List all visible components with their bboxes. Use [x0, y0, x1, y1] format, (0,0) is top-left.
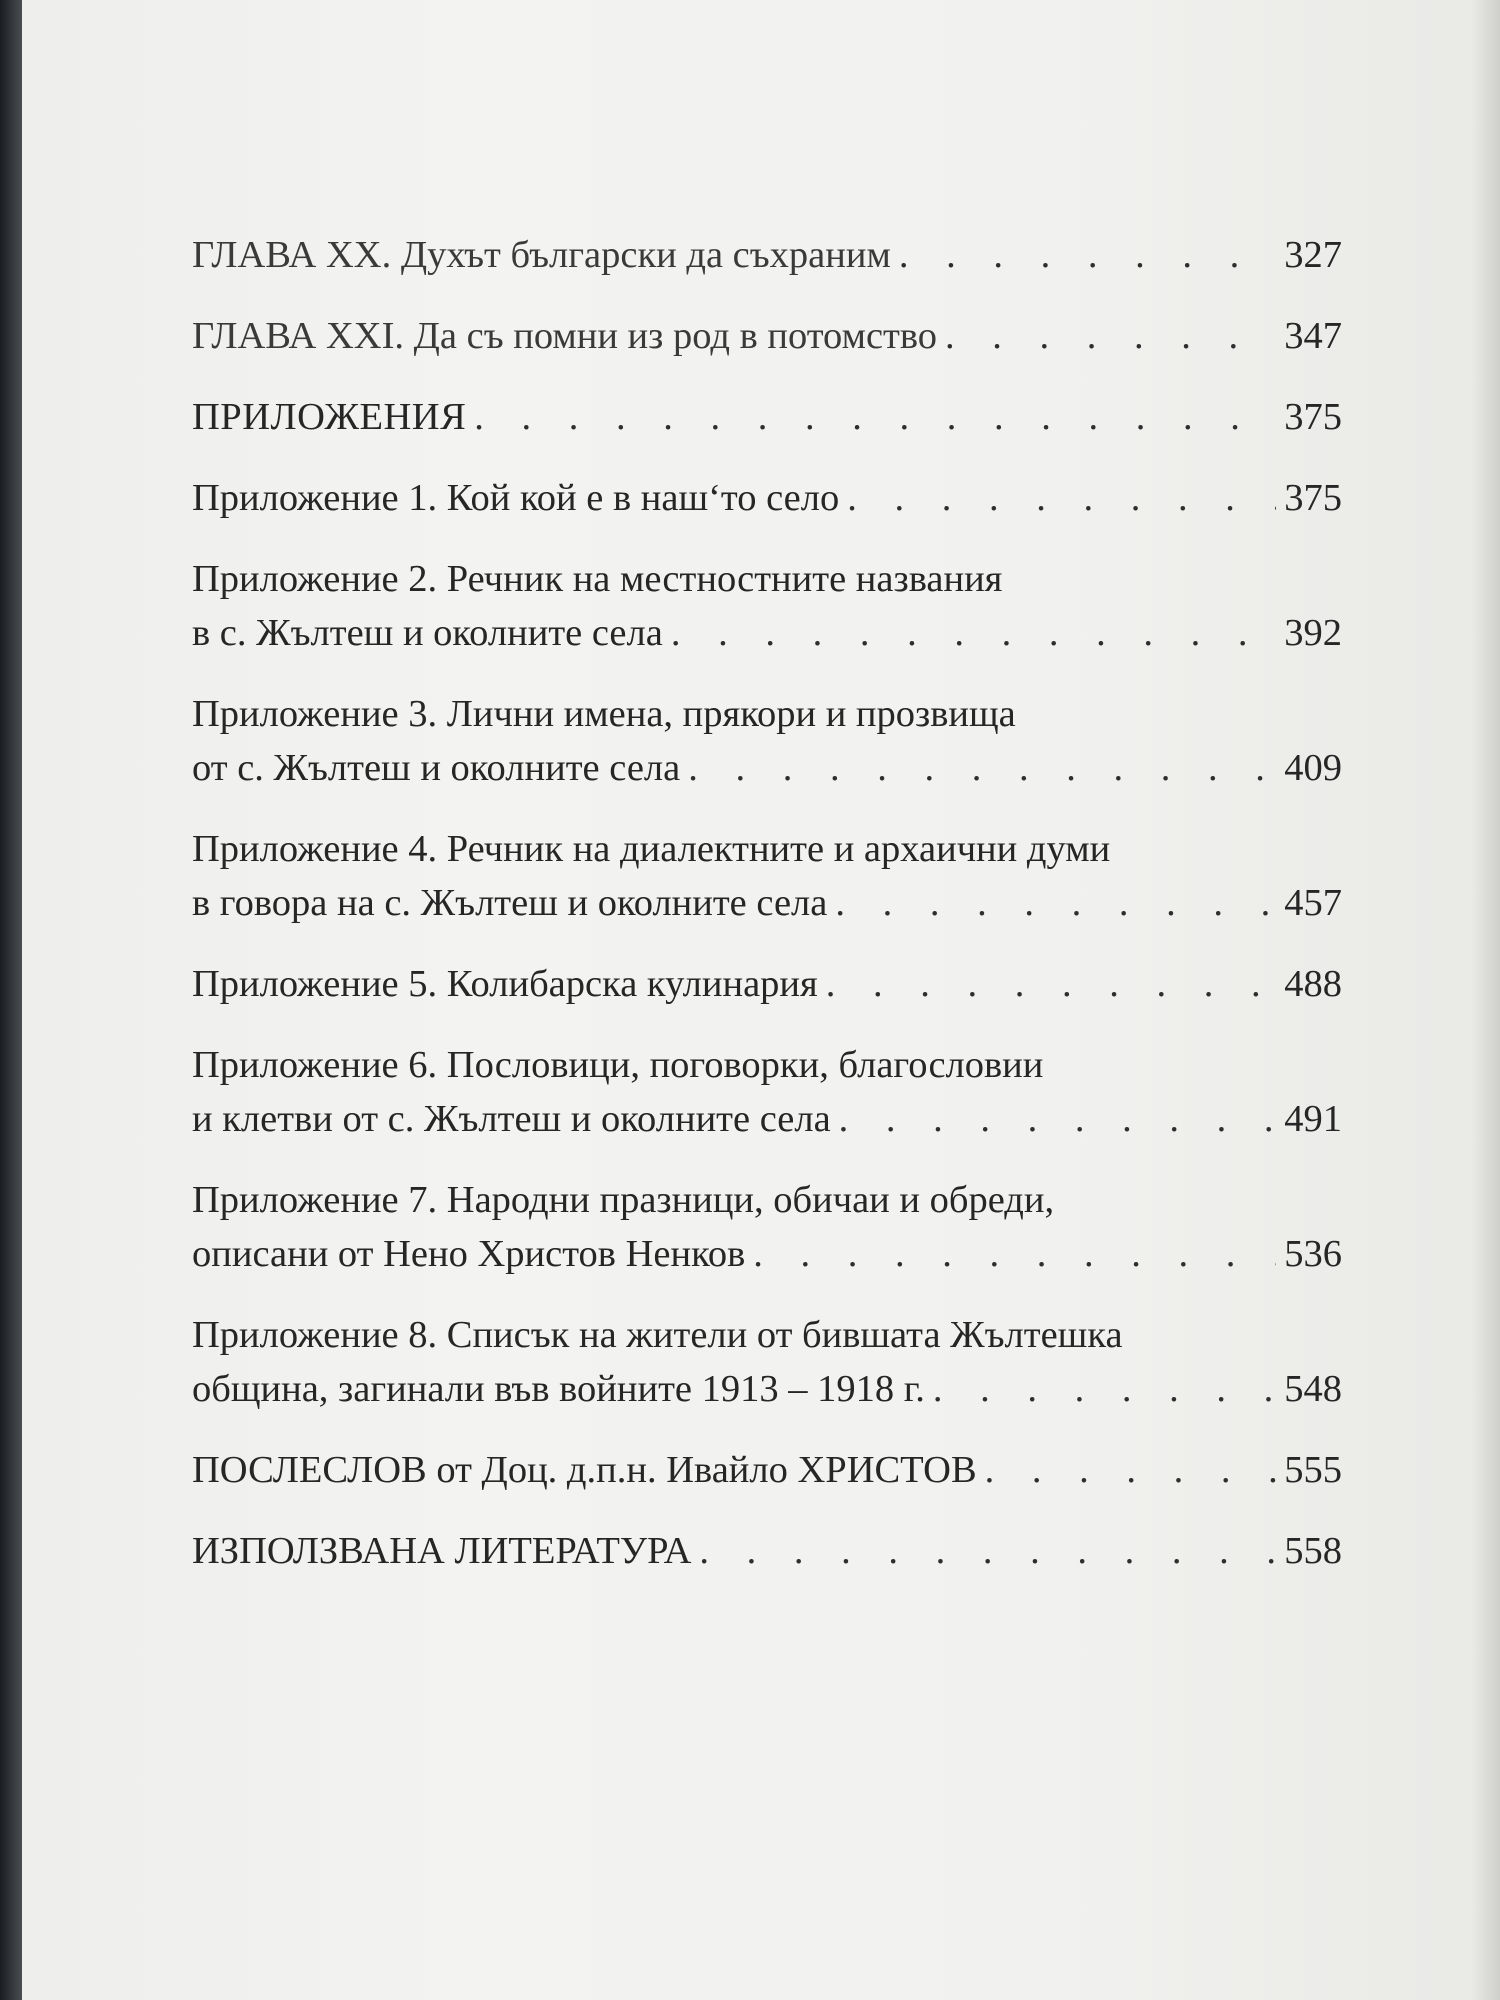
toc-entry-title-continued: от с. Жълтеш и околните села: [192, 747, 681, 789]
toc-entry-title: ПРИЛОЖЕНИЯ: [192, 396, 467, 438]
toc-entry-title-continued: в говора на с. Жълтеш и околните села: [192, 882, 828, 924]
toc-entry-title-continued: и клетви от с. Жълтеш и околните села: [192, 1098, 831, 1140]
dot-leader: [688, 741, 1276, 795]
dot-leader: [671, 606, 1276, 660]
dot-leader: [985, 1443, 1277, 1497]
toc-page-number: 327: [1284, 234, 1342, 276]
table-of-contents: [192, 228, 1342, 1605]
toc-entry-title: Приложение 6. Пословици, поговорки, благословии: [192, 1044, 1044, 1086]
dot-leader: [839, 1092, 1277, 1146]
toc-entry-afterword: [192, 1443, 1342, 1497]
toc-entry-appendix-5: [192, 957, 1342, 1011]
toc-page-number: 548: [1284, 1368, 1342, 1410]
book-spine-shadow: [0, 0, 22, 2000]
toc-page-number: 457: [1284, 882, 1342, 924]
toc-entry-appendices: [192, 390, 1342, 444]
toc-entry-title: Приложение 7. Народни празници, обичаи и обреди,: [192, 1179, 1055, 1221]
toc-entry-title-continued: в с. Жълтеш и околните села: [192, 612, 663, 654]
toc-entry-title: ПОСЛЕСЛОВ от Доц. д.п.н. Ивайло ХРИСТОВ: [192, 1449, 977, 1491]
toc-page-number: 409: [1284, 747, 1342, 789]
toc-page-number: 558: [1284, 1530, 1342, 1572]
toc-entry-appendix-3: [192, 687, 1342, 795]
dot-leader: [899, 228, 1276, 282]
dot-leader: [933, 1362, 1276, 1416]
toc-entry-title: Приложение 3. Лични имена, прякори и прозвища: [192, 693, 1016, 735]
toc-entry-title-continued: описани от Нено Христов Ненков: [192, 1233, 746, 1275]
toc-entry-title: Приложение 2. Речник на местностните названия: [192, 558, 1003, 600]
toc-entry-appendix-4: [192, 822, 1342, 930]
toc-page-number: 375: [1284, 477, 1342, 519]
toc-entry-appendix-6: [192, 1038, 1342, 1146]
toc-page-number: 536: [1284, 1233, 1342, 1275]
dot-leader: [826, 957, 1277, 1011]
toc-entry-chapter-21: [192, 309, 1342, 363]
toc-entry-title: ГЛАВА XXI. Да съ помни из род в потомство: [192, 315, 938, 357]
toc-entry-title: Приложение 8. Списък на жители от бившата Жълтешка: [192, 1314, 1123, 1356]
toc-entry-appendix-8: [192, 1308, 1342, 1416]
book-page: [22, 0, 1500, 2000]
toc-page-number: 347: [1284, 315, 1342, 357]
dot-leader: [699, 1524, 1276, 1578]
toc-entry-bibliography: [192, 1524, 1342, 1578]
dot-leader: [753, 1227, 1276, 1281]
dot-leader: [474, 390, 1276, 444]
dot-leader: [847, 471, 1276, 525]
toc-entry-title: Приложение 4. Речник на диалектните и архаични думи: [192, 828, 1111, 870]
toc-entry-appendix-2: [192, 552, 1342, 660]
toc-entry-chapter-20: [192, 228, 1342, 282]
toc-page-number: 491: [1284, 1098, 1342, 1140]
toc-page-number: 375: [1284, 396, 1342, 438]
dot-leader: [945, 309, 1276, 363]
toc-entry-appendix-1: [192, 471, 1342, 525]
page-edge-shade: [1472, 0, 1500, 2000]
toc-entry-title: Приложение 5. Колибарска кулинария: [192, 963, 818, 1005]
toc-entry-appendix-7: [192, 1173, 1342, 1281]
toc-page-number: 555: [1284, 1449, 1342, 1491]
toc-page-number: 392: [1284, 612, 1342, 654]
toc-page-number: 488: [1284, 963, 1342, 1005]
dot-leader: [835, 876, 1276, 930]
toc-entry-title: ГЛАВА XX. Духът български да съхраним: [192, 234, 891, 276]
toc-entry-title: ИЗПОЛЗВАНА ЛИТЕРАТУРА: [192, 1530, 692, 1572]
toc-entry-title: Приложение 1. Кой кой е в наш‘то село: [192, 477, 840, 519]
toc-entry-title-continued: община, загинали във войните 1913 – 1918 г.: [192, 1368, 925, 1410]
